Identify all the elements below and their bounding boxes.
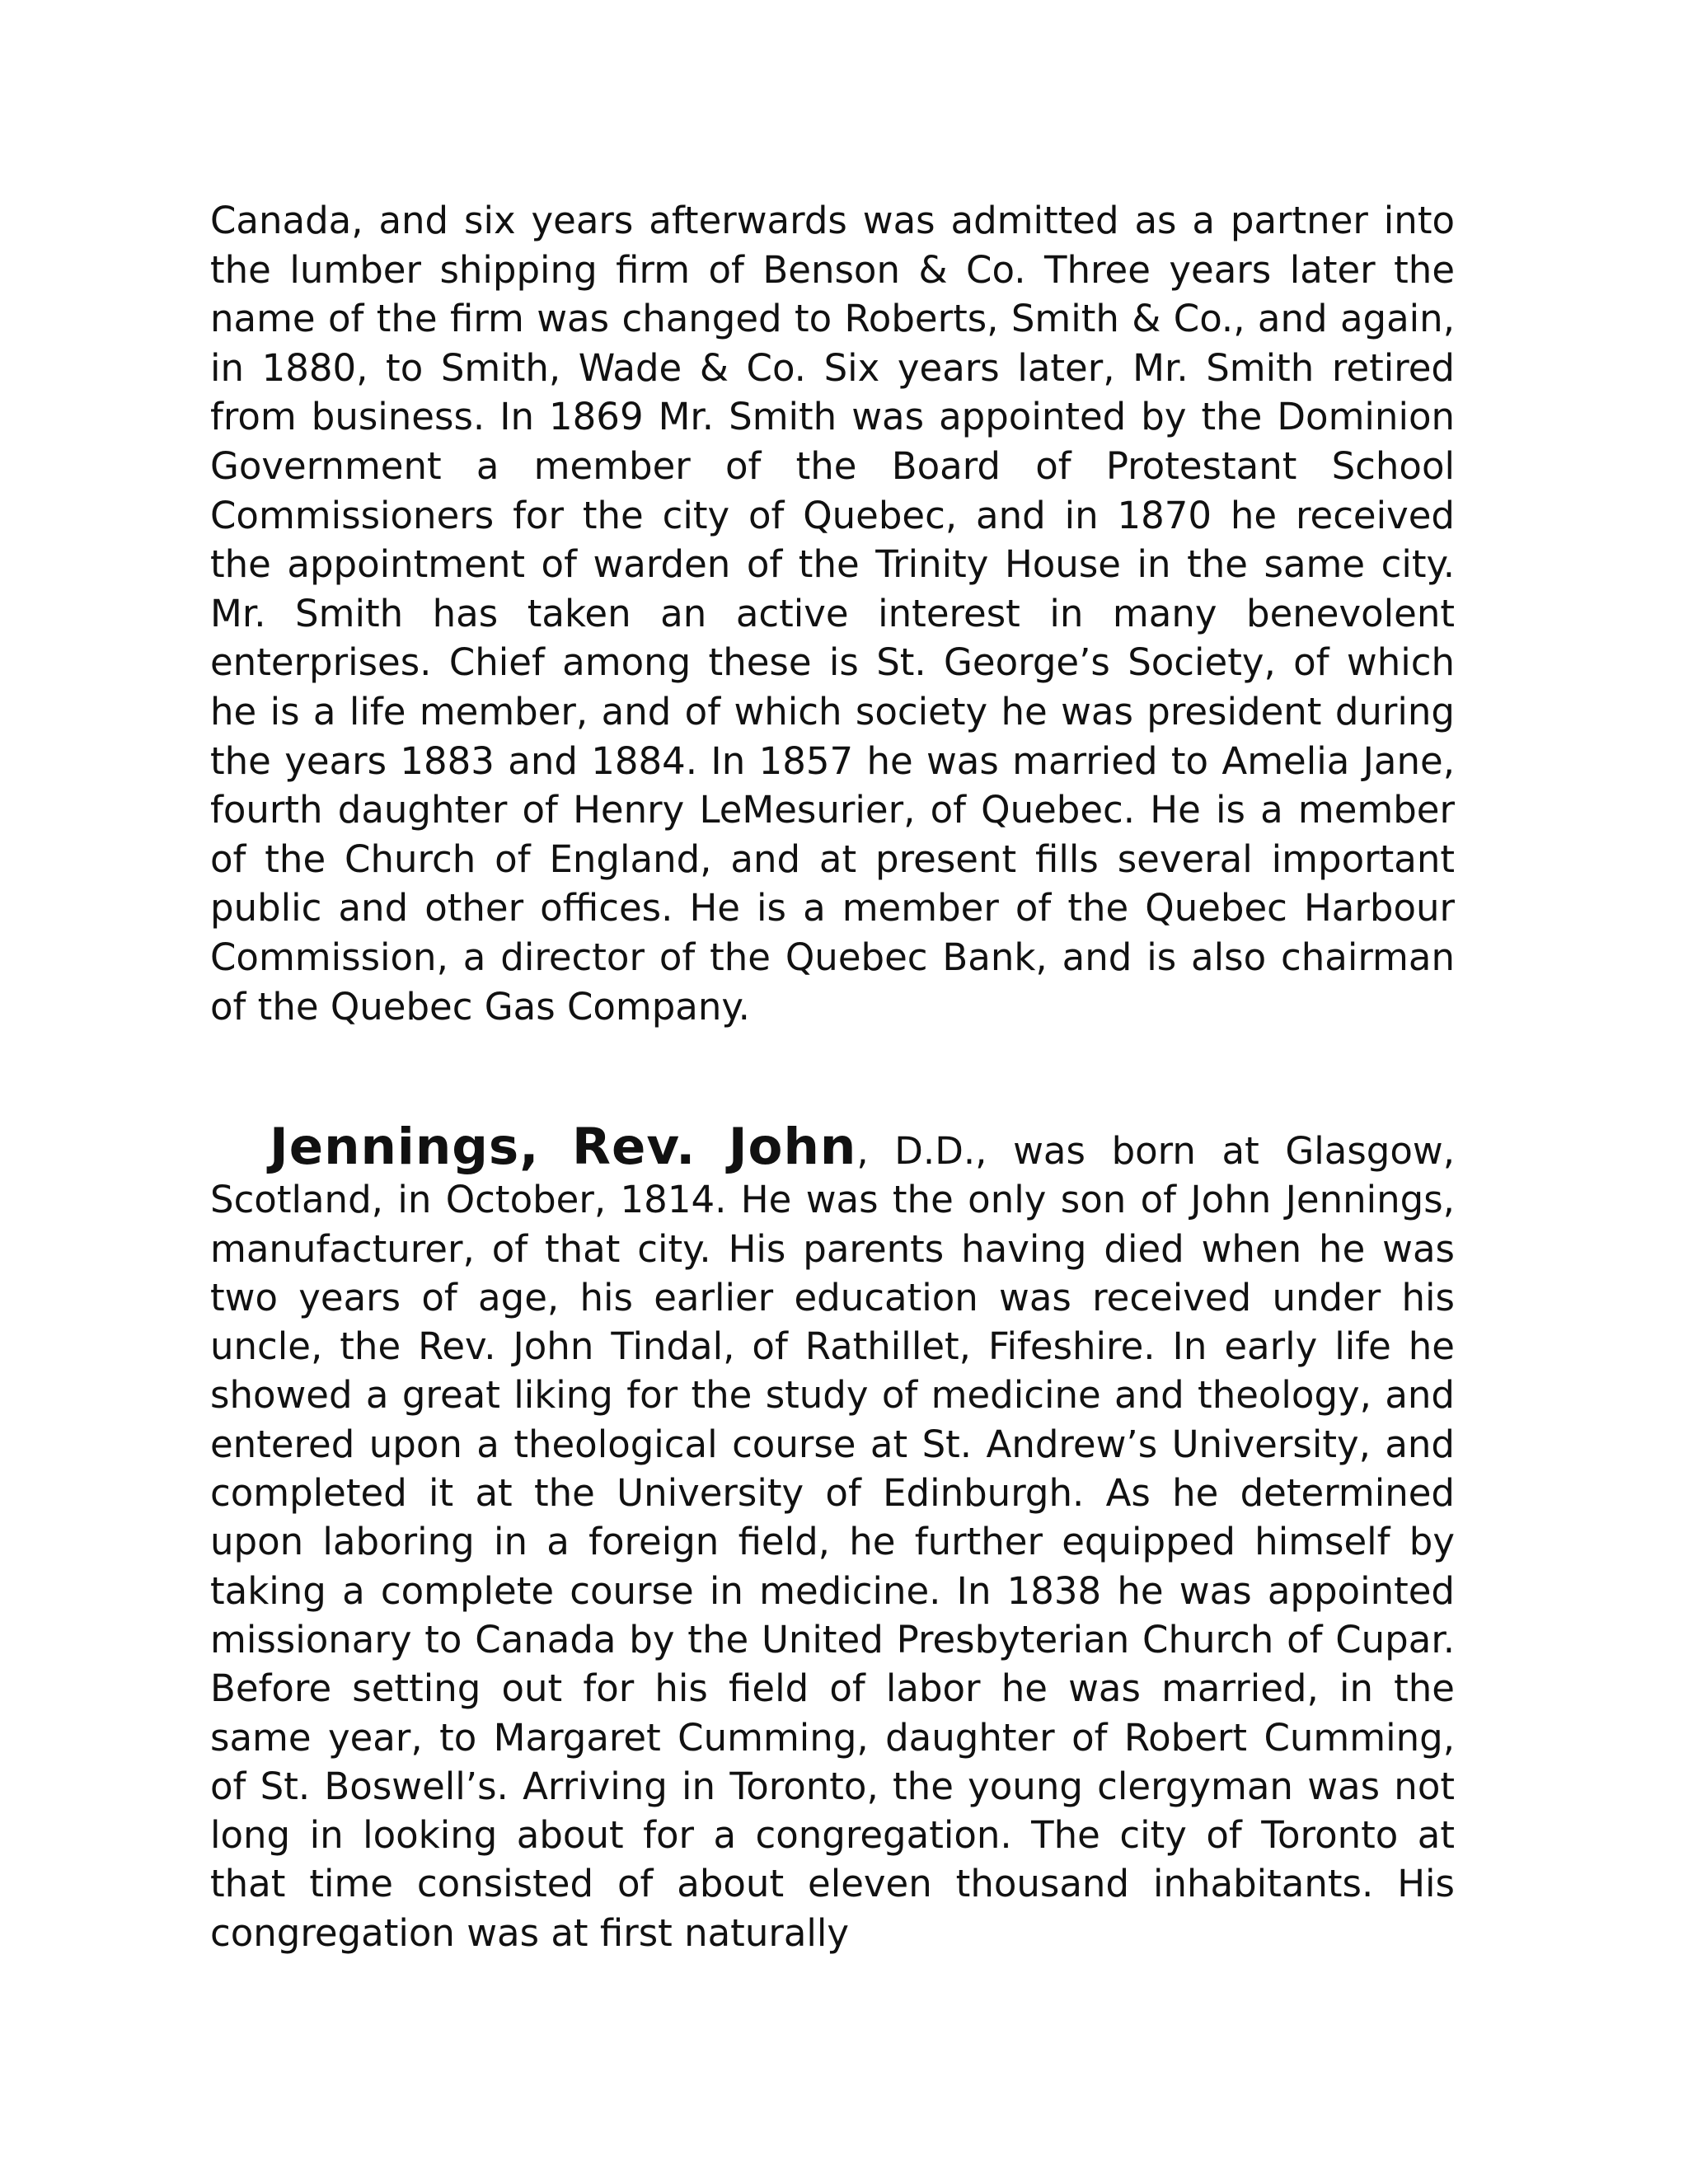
biography-paragraph-smith: Canada, and six years afterwards was admitted as a partner into the lumber shipping firm of Benson & Co. Three years later the name of the firm was changed to Roberts, Smith & Co., and again, in 1880, to Smith, Wade & Co. Six years later, Mr. Smith retired from business. In 1869 Mr. Smith was appointed by the Dominion Government a member of the Board of Protestant School Commissioners for the city of Quebec, and in 1870 he received the appointment of warden of the Trinity House in the same city. Mr. Smith has taken an active interest in many benevolent enterprises. Chief among these is St. George’s Society, of which he is a life member, and of which society he was president during the years 1883 and 1884. In 1857 he was married to Amelia Jane, fourth daughter of Henry LeMesurier, of Quebec. He is a member of the Church of England, and at present fills several important public and other offices. He is a member of the Quebec Harbour Commission, a director of the Quebec Bank, and is also chairman of the Quebec Gas Company. bbox=[210, 199, 1455, 1029]
entry-name-heading: Jennings, Rev. John bbox=[270, 1118, 857, 1176]
biography-paragraph-jennings bbox=[210, 1118, 1455, 1957]
entry-body-text: , D.D., was born at Glasgow, Scotland, in October, 1814. He was the only son of John Jennings, manufacturer, of that city. His parents having died when he was two years of age, his earlier education was received under his uncle, the Rev. John Tindal, of Rathillet, Fifeshire. In early life he showed a great liking for the study of medicine and theology, and entered upon a theological course at St. Andrew’s University, and completed it at the University of Edinburgh. As he determined upon laboring in a foreign field, he further equipped himself by taking a complete course in medicine. In 1838 he was appointed missionary to Canada by the United Presbyterian Church of Cupar. Before setting out for his field of labor he was married, in the same year, to Margaret Cumming, daughter of Robert Cumming, of St. Boswell’s. Arriving in Toronto, the young clergyman was not long in looking about for a congregation. The city of Toronto at that time consisted of about eleven thousand inhabitants. His congregation was at first naturally bbox=[210, 1129, 1455, 1955]
